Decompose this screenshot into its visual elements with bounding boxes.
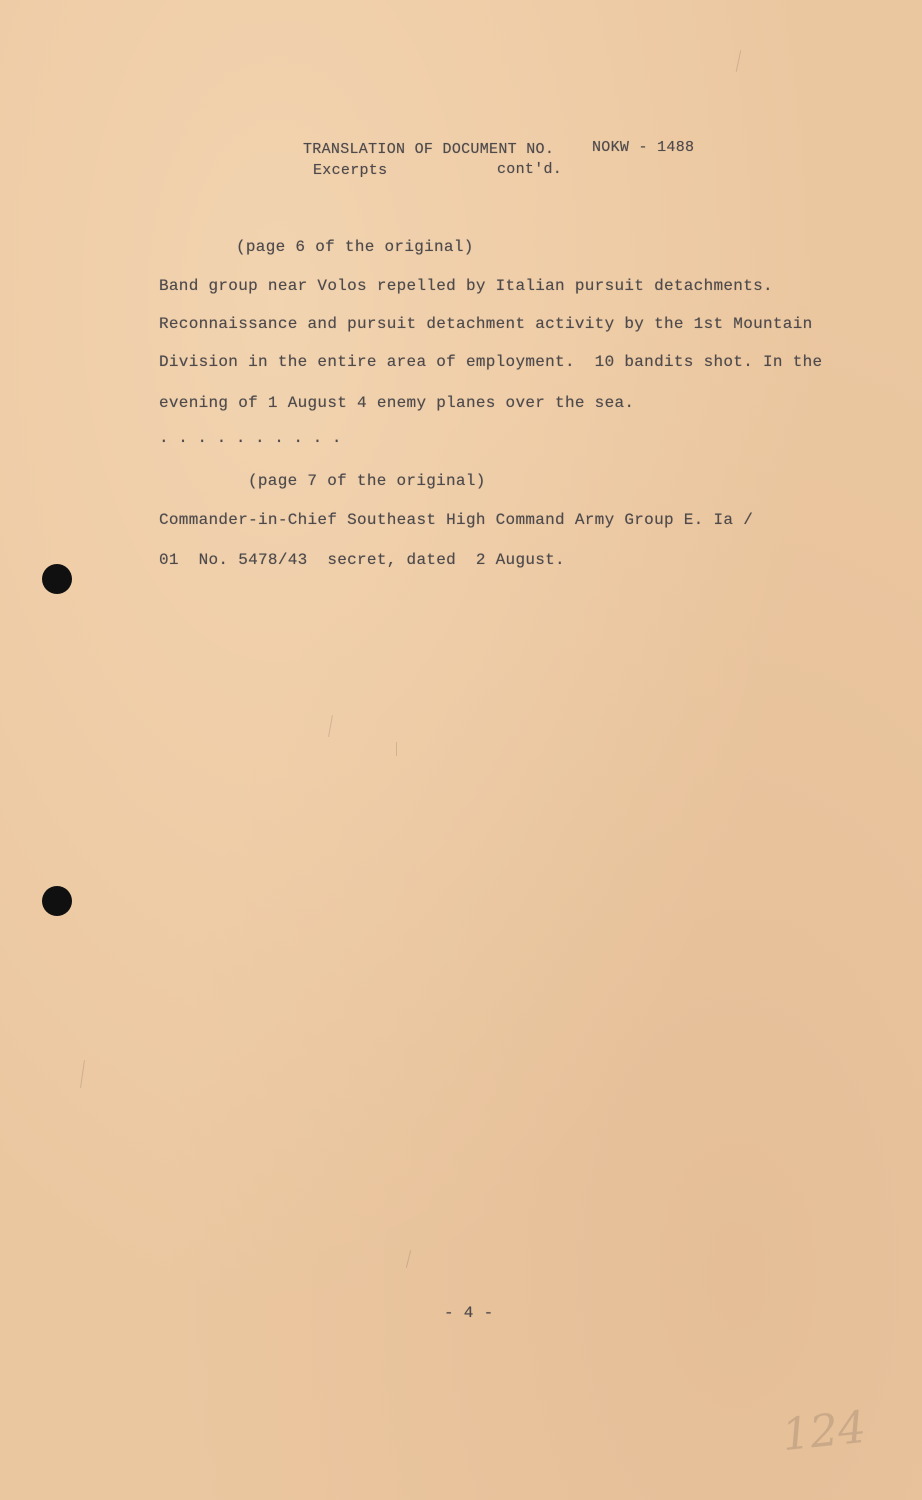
paper-mark [396,742,397,756]
body-line: 01 No. 5478/43 secret, dated 2 August. [159,551,565,569]
body-line: Division in the entire area of employment. 10 bandits shot. In the [159,353,823,371]
body-line: Band group near Volos repelled by Italian pursuit detachments. [159,277,773,295]
paper-mark [328,715,333,737]
paper-mark [80,1060,85,1088]
document-number: NOKW - 1488 [592,139,695,156]
punch-hole-lower [42,886,72,916]
page-reference-7: (page 7 of the original) [248,472,486,490]
page-number: - 4 - [444,1304,494,1322]
contd-label: cont'd. [497,161,563,178]
excerpts-label: Excerpts [313,162,388,179]
document-title: TRANSLATION OF DOCUMENT NO. [303,141,555,158]
ellipsis-separator: . . . . . . . . . . [159,429,342,447]
paper-mark [406,1250,411,1268]
body-line: evening of 1 August 4 enemy planes over the sea. [159,394,635,412]
paper-mark [736,50,742,72]
body-line: Commander-in-Chief Southeast High Command Army Group E. Ia / [159,511,754,529]
body-line: Reconnaissance and pursuit detachment activity by the 1st Mountain [159,315,813,333]
page-reference-6: (page 6 of the original) [236,238,474,256]
handwritten-number: 124 [779,1401,869,1462]
punch-hole-upper [42,564,72,594]
